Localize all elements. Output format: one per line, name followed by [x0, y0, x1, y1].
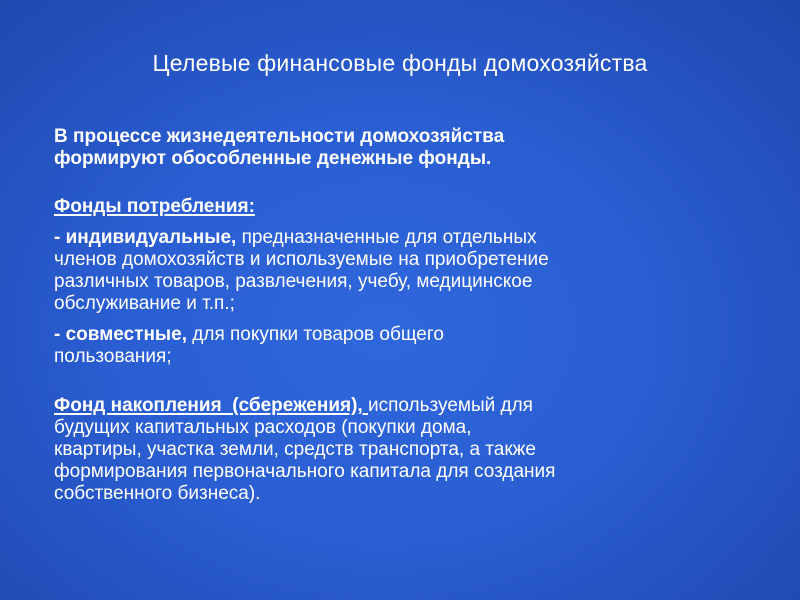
savings-line-2: будущих капитальных расходов (покупки дома,	[54, 417, 472, 438]
slide-title: Целевые финансовые фонды домохозяйства	[152, 50, 648, 76]
consumption-funds-heading: Фонды потребления:	[54, 196, 255, 217]
savings-line-5: собственного бизнеса).	[54, 483, 261, 504]
savings-line-4: формирования первоначального капитала для создания	[54, 461, 556, 482]
joint-term: - совместные,	[54, 324, 187, 345]
individual-funds-paragraph	[54, 227, 754, 315]
individual-term: - индивидуальные,	[54, 227, 237, 248]
individual-line-1-rest: предназначенные для отдельных	[236, 227, 537, 248]
savings-line-1-rest: используемый для	[368, 395, 533, 416]
savings-term: Фонд накопления (сбережения),	[54, 395, 368, 416]
intro-line-1: В процессе жизнедеятельности домохозяйства	[54, 126, 505, 147]
intro-paragraph	[54, 126, 754, 170]
slide-body	[54, 126, 754, 505]
joint-line-1	[54, 324, 754, 346]
joint-line-1-rest: для покупки товаров общего	[187, 324, 444, 345]
savings-fund-paragraph	[54, 395, 754, 505]
individual-line-2: членов домохозяйств и используемые на приобретение	[54, 249, 549, 270]
savings-line-1	[54, 395, 754, 417]
savings-line-3: квартиры, участка земли, средств транспорта, а также	[54, 439, 536, 460]
joint-line-2: пользования;	[54, 346, 172, 367]
intro-line-2: формируют обособленные денежные фонды.	[54, 148, 492, 169]
individual-line-4: обслуживание и т.п.;	[54, 293, 235, 314]
joint-funds-paragraph	[54, 324, 754, 368]
individual-line-3: различных товаров, развлечения, учебу, медицинское	[54, 271, 533, 292]
individual-line-1	[54, 227, 754, 249]
